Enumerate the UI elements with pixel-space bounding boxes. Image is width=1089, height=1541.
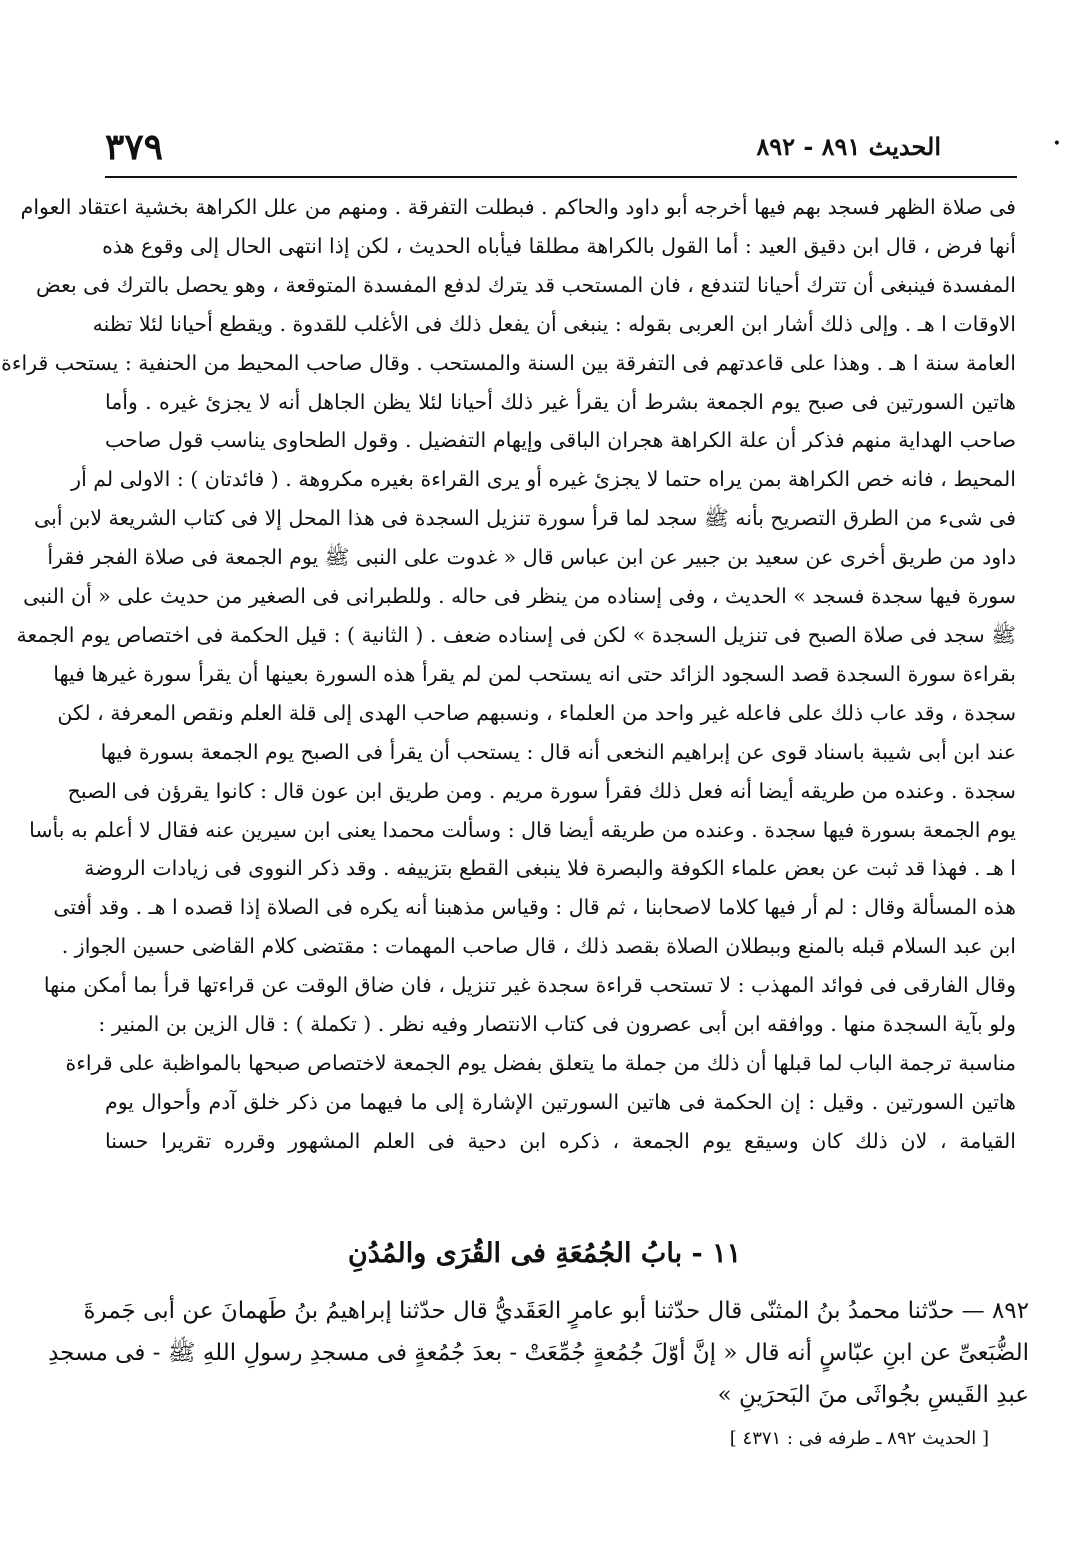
text-line: المفسدة فينبغى أن تترك أحيانا لتندفع ، فان المستحب قد يترك لدفع المفسدة المتوقعة ، وهو يحصل بالترك فى بعض <box>35 272 1016 297</box>
text-line: ولو بآية السجدة منها . ووافقه ابن أبى عصرون فى كتاب الانتصار وفيه نظر . ( تكملة ) : قال الزين بن المنير : <box>98 1012 1016 1037</box>
footnote: [ الحديث ٨٩٢ ـ طرفه فى : ٤٣٧١ ] <box>729 1428 989 1449</box>
text-line: فى شىء من الطرق التصريح بأنه ﷺ سجد لما قرأ سورة تنزيل السجدة فى هذا المحل إلا فى كتاب الشريعة لابن أبى <box>34 506 1016 531</box>
commentary-text <box>1 188 1016 1161</box>
text-line: الاوقات ا هـ . وإلى ذلك أشار ابن العربى بقوله : ينبغى أن يفعل ذلك فى الأغلب للقدوة . ويقطع أحيانا لئلا تظنه <box>92 311 1016 336</box>
running-title: الحديث ٨٩١ - ٨٩٢ <box>756 132 941 161</box>
text-line: وقال الفارقى فى فوائد المهذب : لا تستحب قراءة سجدة غير تنزيل ، فان ضاق الوقت عن قراءتها قرأ بما أمكن منها <box>43 973 1016 998</box>
text-line: أنها فرض ، قال ابن دقيق العيد : أما القول بالكراهة مطلقا فيأباه الحديث ، لكن إذا انتهى الحال إلى وقوع هذه <box>102 233 1016 258</box>
text-line: هذه المسألة وقال : لم أر فيها كلاما لاصحابنا ، ثم قال : وقياس مذهبنا أنه يكره فى الصلاة إذا قصده ا هـ . وقد أفتى <box>53 895 1016 920</box>
chapter-heading: ١١ - بابُ الجُمُعَةِ فى القُرَى والمُدُنِ <box>347 1238 742 1269</box>
text-line: بقراءة سورة السجدة قصد السجود الزائد حتى انه يستحب لمن لم يقرأ هذه السورة بعينها أن يقرأ سورة غيرها فيها <box>53 661 1016 686</box>
text-line: داود من طريق أخرى عن سعيد بن جبير عن ابن عباس قال « غدوت على النبى ﷺ يوم الجمعة فى صلاة الفجر فقرأ <box>47 545 1016 570</box>
text-line: هاتين السورتين . وقيل : إن الحكمة فى هاتين السورتين الإشارة إلى ما فيهما من ذكر خلق آدم وأحوال يوم <box>105 1089 1016 1114</box>
text-line: صاحب الهداية منهم فذكر أن علة الكراهة هجران الباقى وإيهام التفضيل . وقول الطحاوى يناسب قول صاحب <box>105 428 1016 453</box>
margin-mark: • <box>1052 136 1061 152</box>
text-line: ا هـ . فهذا قد ثبت عن بعض علماء الكوفة والبصرة فلا ينبغى القطع بتزييفه . وقد ذكر النووى فى زيادات الروضة <box>84 856 1016 881</box>
text-line: سجدة . وعنده من طريقه أيضا أنه فعل ذلك فقرأ سورة مريم . ومن طريق ابن عون قال : كانوا يقرؤن فى الصبح <box>67 778 1016 803</box>
text-line: المحيط ، فانه خص الكراهة بمن يراه حتما لا يجزئ غيره أو يرى القراءة بغيره مكروهة . ( فائدتان ) : الاولى لم أر <box>71 467 1016 492</box>
header-rule <box>105 176 1017 178</box>
text-line: سجدة ، وقد عاب ذلك على فاعله غير واحد من العلماء ، ونسبهم صاحب الهدى إلى قلة العلم ونقص المعرفة ، لكن <box>57 700 1016 725</box>
text-line: هاتين السورتين فى صبح يوم الجمعة بشرط أن يقرأ غير ذلك أحيانا لئلا يظن الجاهل أنه لا يجزئ غيره . وأما <box>105 389 1016 414</box>
text-line: ابن عبد السلام قبله بالمنع وببطلان الصلاة بقصد ذلك ، قال صاحب المهمات : مقتضى كلام القاضى حسين الجواز . <box>61 934 1016 959</box>
text-line: ٨٩٢ — حدّثنا محمدُ بنُ المثنّى قال حدّثنا أبو عامرٍ العَقَديُّ قال حدّثنا إبراهيمُ بنُ طَهمانَ عن أبى جَمرةَ <box>83 1298 1029 1324</box>
text-line: القيامة ، لان ذلك كان وسيقع يوم الجمعة ، ذكره ابن دحية فى العلم المشهور وقرره تقريرا حسنا <box>105 1128 1016 1153</box>
page-number: ٣٧٩ <box>105 126 164 168</box>
text-line: عند ابن أبى شيبة باسناد قوى عن إبراهيم النخعى أنه قال : يستحب أن يقرأ فى الصبح يوم الجمعة بسورة فيها <box>100 739 1016 764</box>
text-line: ﷺ سجد فى صلاة الصبح فى تنزيل السجدة » لكن فى إسناده ضعف . ( الثانية ) : قيل الحكمة فى اختصاص يوم الجمعة <box>16 622 1016 647</box>
text-line: الضُّبَعىِّ عن ابنِ عبّاسٍ أنه قال « إنَّ أوّلَ جُمُعةٍ جُمِّعَتْ - بعدَ جُمُعةٍ فى مسجدِ رسولِ اللهِ ﷺ - فى مسجدِ <box>48 1340 1029 1366</box>
page-header <box>105 126 941 174</box>
text-line: سورة فيها سجدة فسجد » الحديث ، وفى إسناده من ينظر فى حاله . وللطبرانى فى الصغير من حديث على « أن النبى <box>23 584 1016 609</box>
hadith-text <box>48 1290 1029 1416</box>
text-line: يوم الجمعة بسورة فيها سجدة . وعنده من طريقه أيضا قال : وسألت محمدا يعنى ابن سيرين عنه فقال لا أعلم به بأسا <box>29 817 1016 842</box>
text-line: عبدِ القَيسِ بجُواثَى منَ البَحرَينِ » <box>717 1382 1029 1408</box>
text-line: العامة سنة ا هـ . وهذا على قاعدتهم فى التفرقة بين السنة والمستحب . وقال صاحب المحيط من الحنفية : يستحب قراءة <box>1 350 1016 375</box>
text-line: مناسبة ترجمة الباب لما قبلها أن ذلك من جملة ما يتعلق بفضل يوم الجمعة لاختصاص صبحها بالمواظبة على قراءة <box>65 1050 1016 1075</box>
text-line: فى صلاة الظهر فسجد بهم فيها أخرجه أبو داود والحاكم . فبطلت التفرقة . ومنهم من علل الكراهة بخشية اعتقاد العوام <box>20 195 1016 219</box>
